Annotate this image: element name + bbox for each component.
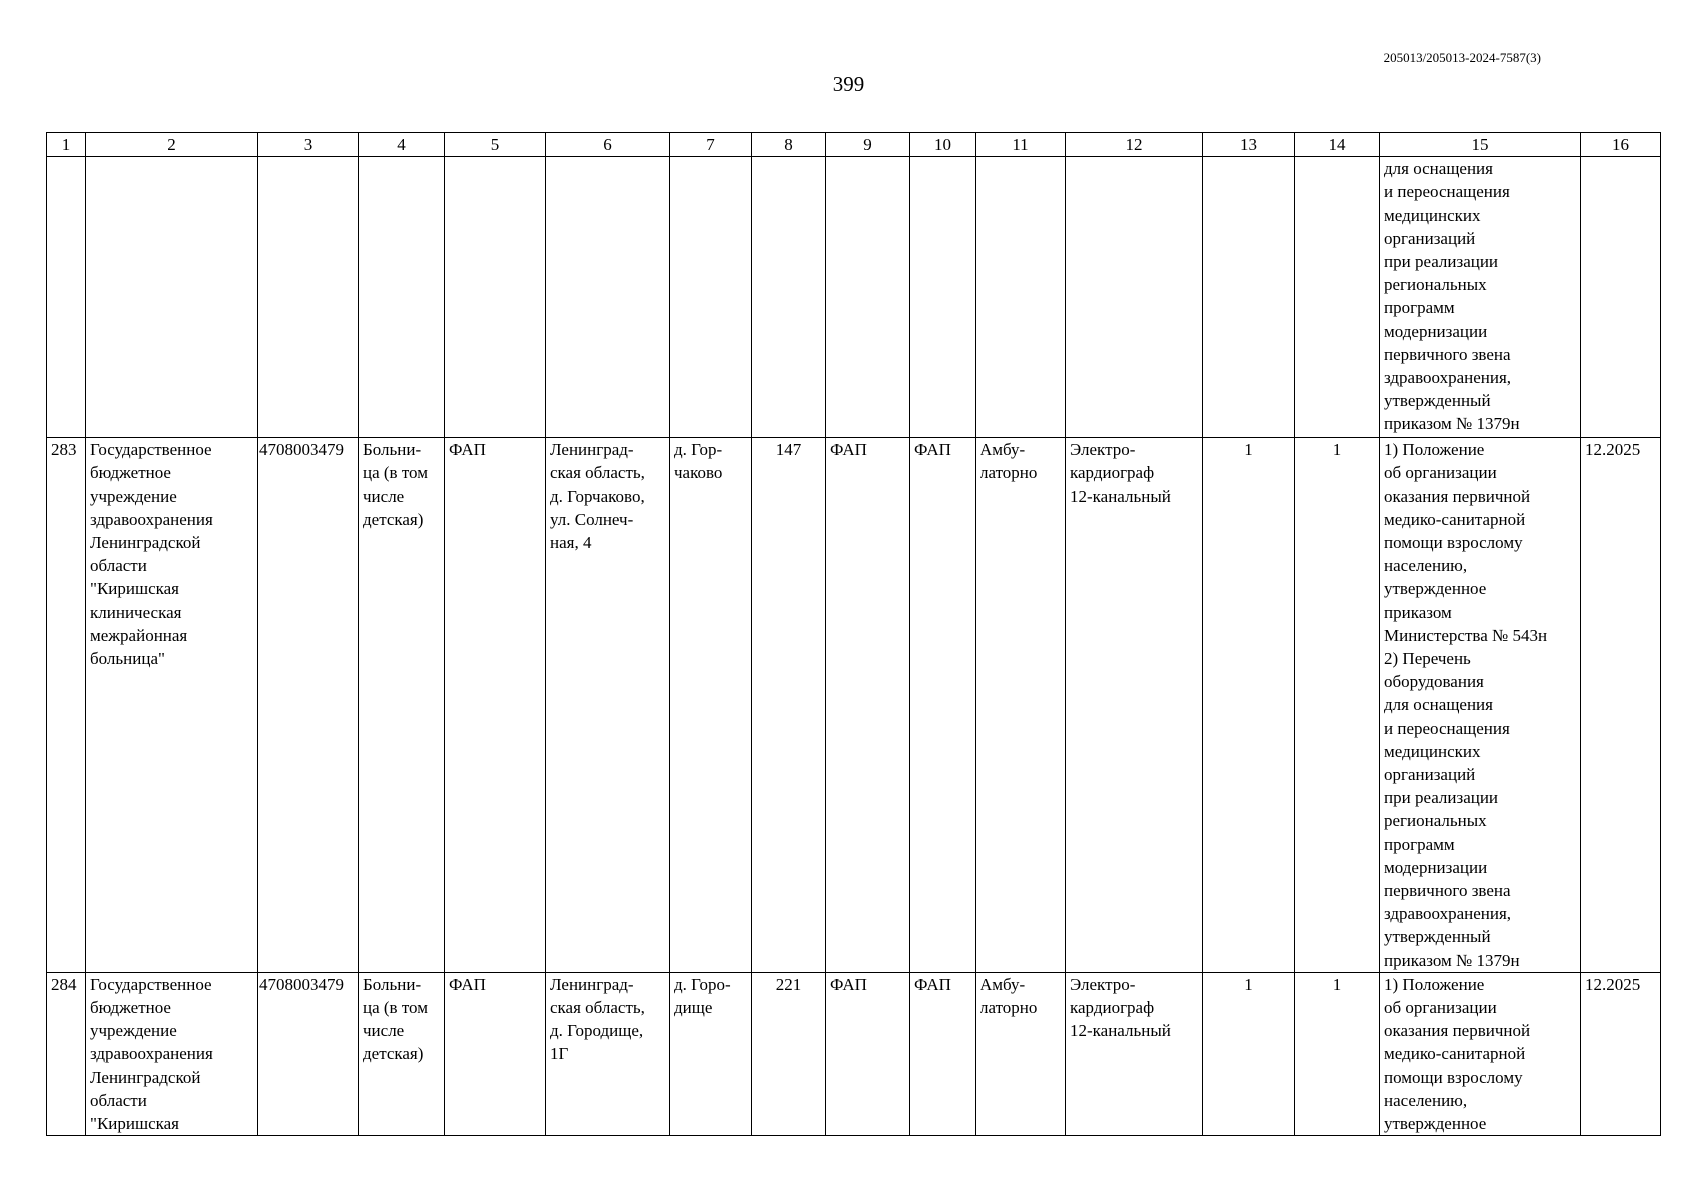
column-number: 12: [1066, 133, 1203, 157]
cell-col10: ФАП: [910, 972, 976, 1135]
cell-care-form: Амбу- латорно: [976, 438, 1066, 973]
table-row-continuation: [47, 157, 1661, 438]
cell-col8: 147: [752, 438, 826, 973]
cell-empty: [670, 157, 752, 438]
column-number: 1: [47, 133, 86, 157]
cell-col9: ФАП: [826, 972, 910, 1135]
equipment-register-table: [46, 132, 1661, 1136]
cell-inn: 4708003479: [258, 438, 359, 973]
cell-col13: 1: [1203, 972, 1295, 1135]
cell-col8: 221: [752, 972, 826, 1135]
column-number: 11: [976, 133, 1066, 157]
cell-empty: [445, 157, 546, 438]
cell-organization: Государственное бюджетное учреждение здравоохранения Ленинградской области "Киришская: [86, 972, 258, 1135]
cell-row-number: 283: [47, 438, 86, 973]
column-number: 13: [1203, 133, 1295, 157]
cell-facility-type: Больни- ца (в том числе детская): [359, 438, 445, 973]
column-number: 3: [258, 133, 359, 157]
cell-empty: [47, 157, 86, 438]
page-number: 399: [832, 72, 865, 96]
column-number: 7: [670, 133, 752, 157]
cell-empty: [1066, 157, 1203, 438]
table-row: [47, 438, 1661, 973]
table-row: [47, 972, 1661, 1135]
cell-unit: ФАП: [445, 972, 546, 1135]
cell-empty: [258, 157, 359, 438]
cell-organization: Государственное бюджетное учреждение здравоохранения Ленинградской области "Киришская клиническая межрайонная больница": [86, 438, 258, 973]
cell-basis: 1) Положение об организации оказания первичной медико-санитарной помощи взрослому населению, утвержденное приказом Министерства № 543н 2) Перечень оборудования для оснащения и переоснащения медицинских организаций при реализации региональных программ модернизации первичного звена здравоохранения, утвержденный приказом № 1379н: [1380, 438, 1581, 973]
column-number: 4: [359, 133, 445, 157]
cell-col13: 1: [1203, 438, 1295, 973]
cell-equipment: Электро- кардиограф 12-канальный: [1066, 972, 1203, 1135]
column-number: 5: [445, 133, 546, 157]
cell-unit: ФАП: [445, 438, 546, 973]
column-number-row: [47, 133, 1661, 157]
cell-empty: [86, 157, 258, 438]
cell-empty: [546, 157, 670, 438]
cell-date: 12.2025: [1581, 438, 1661, 973]
cell-col14: 1: [1295, 972, 1380, 1135]
column-number: 2: [86, 133, 258, 157]
cell-equipment: Электро- кардиограф 12-канальный: [1066, 438, 1203, 973]
cell-row-number: 284: [47, 972, 86, 1135]
cell-locality: д. Гор- чаково: [670, 438, 752, 973]
cell-basis: для оснащения и переоснащения медицинских организаций при реализации региональных программ модернизации первичного звена здравоохранения, утвержденный приказом № 1379н: [1380, 157, 1581, 438]
document-id: 205013/205013-2024-7587(3): [1383, 50, 1541, 65]
column-number: 9: [826, 133, 910, 157]
cell-basis: 1) Положение об организации оказания первичной медико-санитарной помощи взрослому населению, утвержденное: [1380, 972, 1581, 1135]
column-number: 16: [1581, 133, 1661, 157]
cell-empty: [976, 157, 1066, 438]
column-number: 6: [546, 133, 670, 157]
column-number: 14: [1295, 133, 1380, 157]
column-number: 15: [1380, 133, 1581, 157]
cell-empty: [1581, 157, 1661, 438]
column-number: 10: [910, 133, 976, 157]
cell-date: 12.2025: [1581, 972, 1661, 1135]
cell-address: Ленинград- ская область, д. Городище, 1Г: [546, 972, 670, 1135]
cell-empty: [752, 157, 826, 438]
cell-col10: ФАП: [910, 438, 976, 973]
cell-facility-type: Больни- ца (в том числе детская): [359, 972, 445, 1135]
cell-empty: [826, 157, 910, 438]
cell-empty: [359, 157, 445, 438]
cell-col9: ФАП: [826, 438, 910, 973]
cell-empty: [910, 157, 976, 438]
cell-address: Ленинград- ская область, д. Горчаково, ул. Солнеч- ная, 4: [546, 438, 670, 973]
cell-care-form: Амбу- латорно: [976, 972, 1066, 1135]
column-number: 8: [752, 133, 826, 157]
cell-empty: [1203, 157, 1295, 438]
cell-inn: 4708003479: [258, 972, 359, 1135]
cell-col14: 1: [1295, 438, 1380, 973]
cell-empty: [1295, 157, 1380, 438]
cell-locality: д. Горо- дище: [670, 972, 752, 1135]
